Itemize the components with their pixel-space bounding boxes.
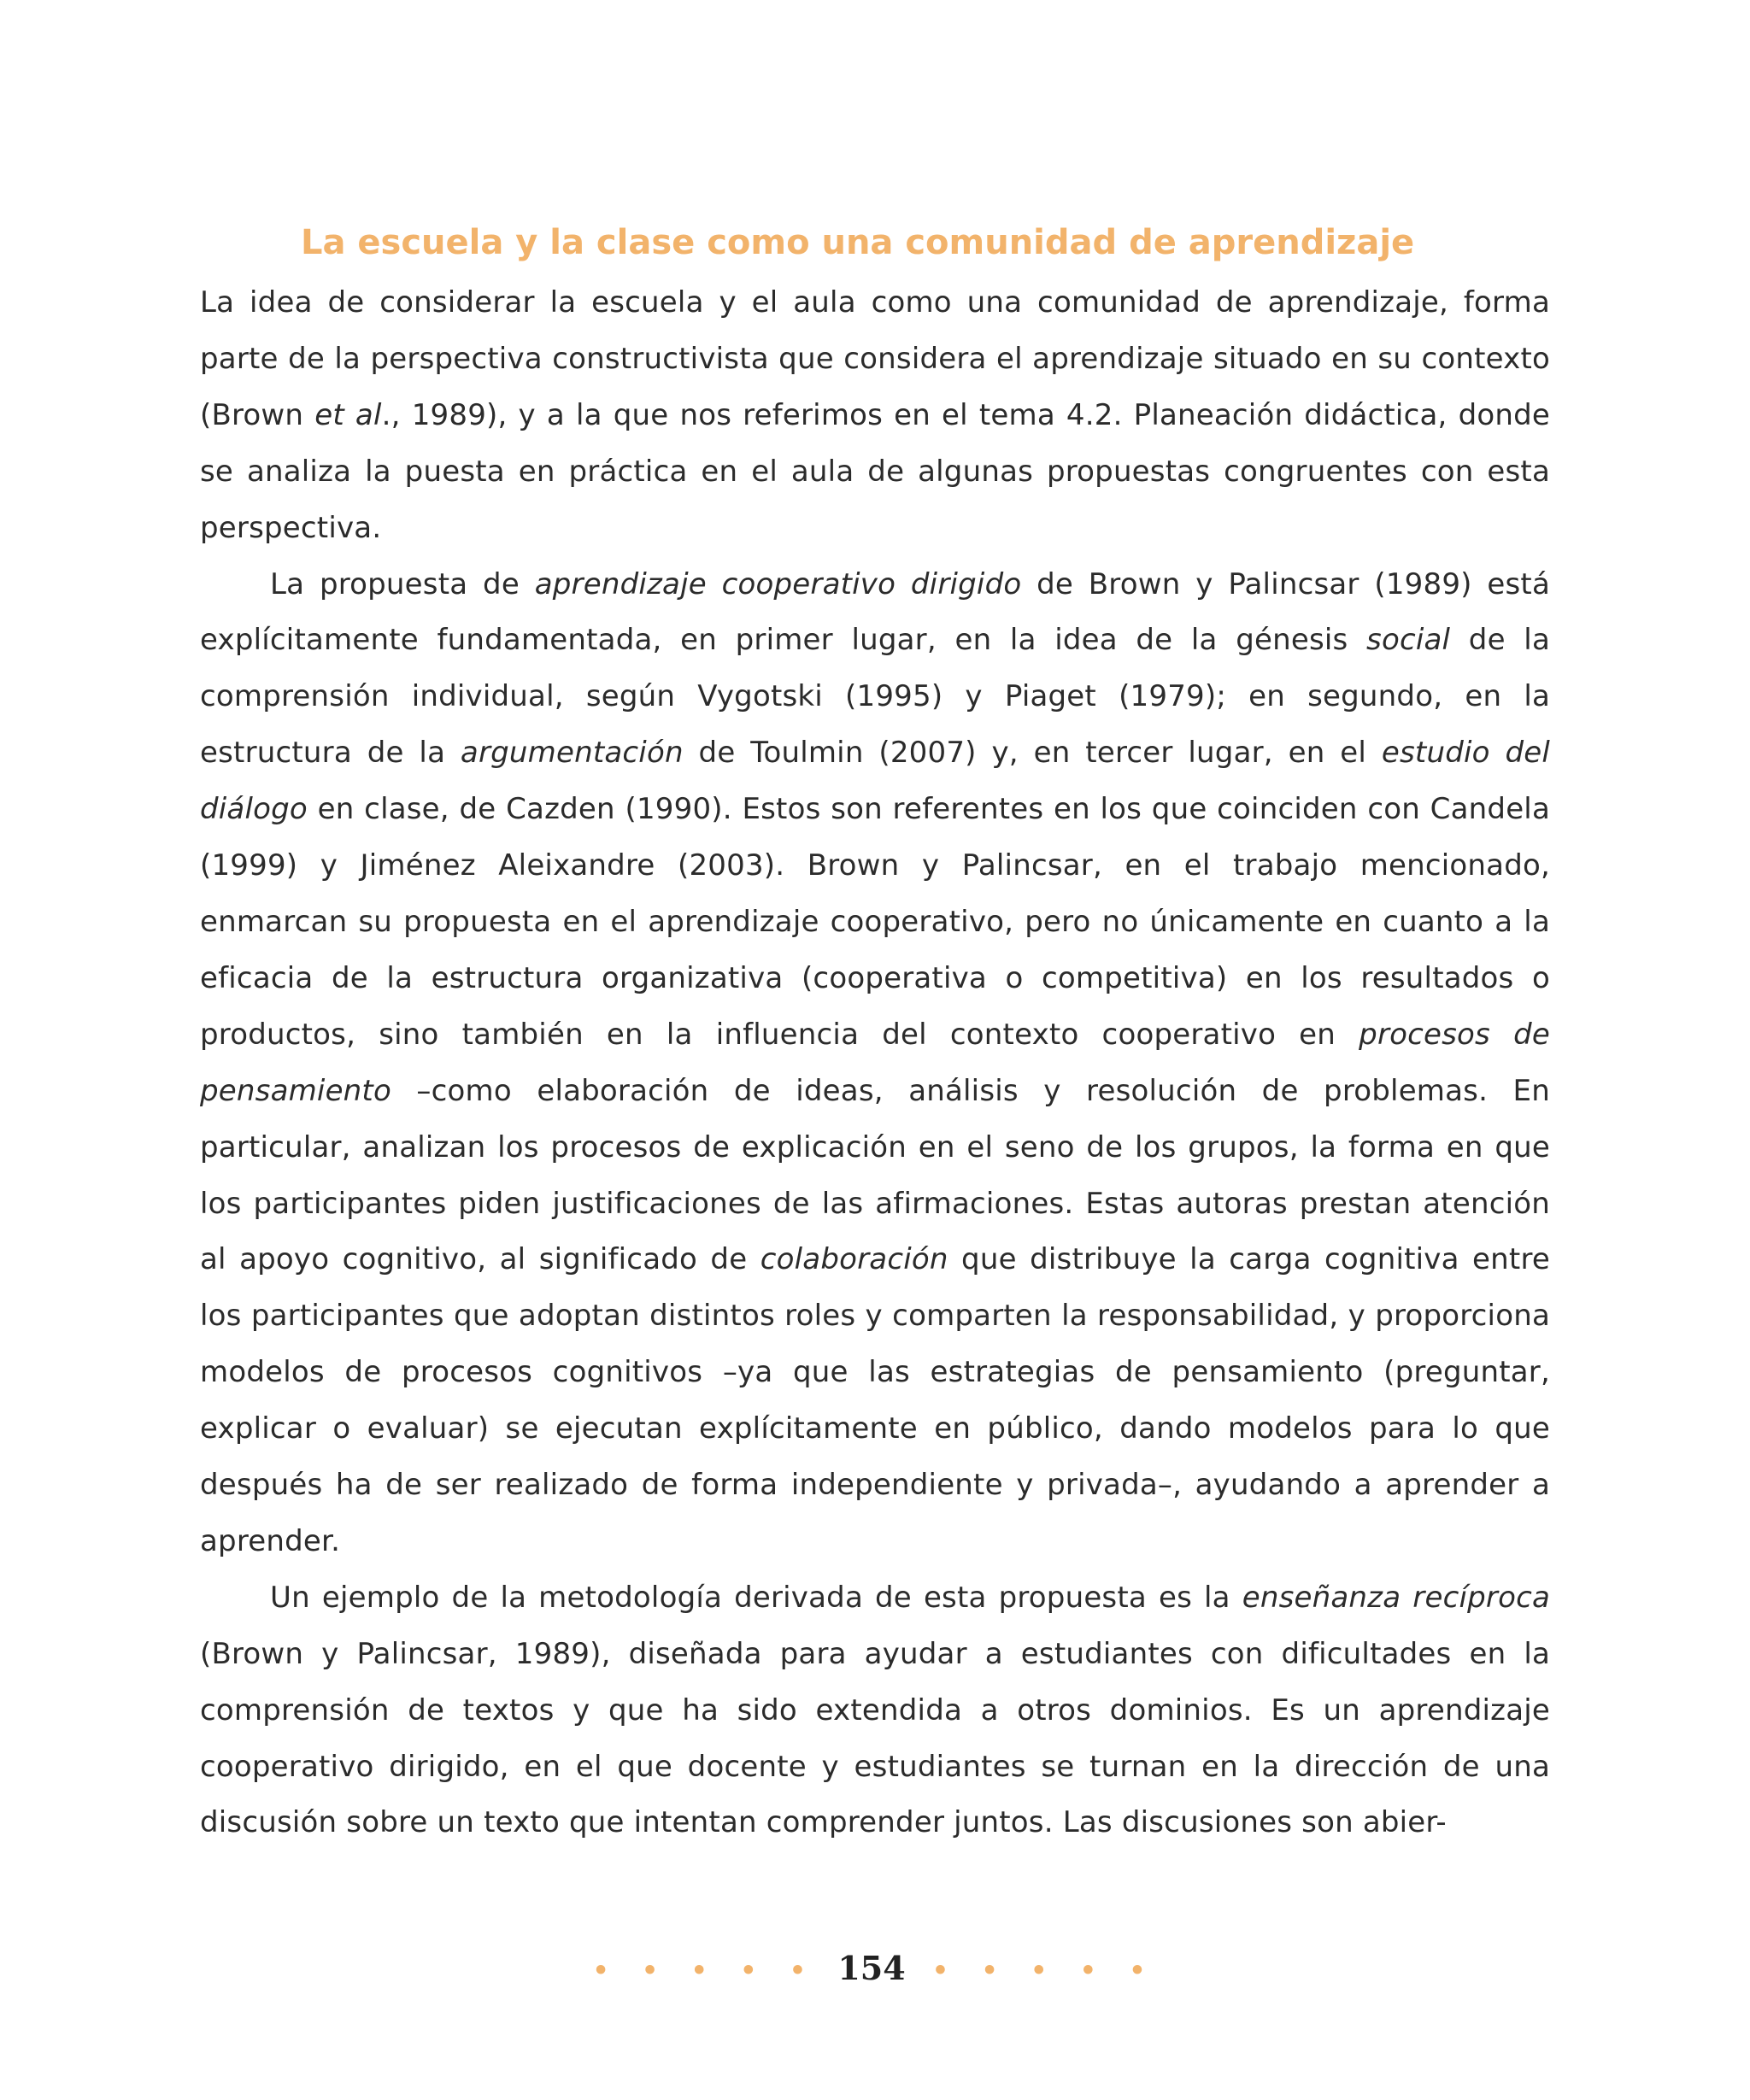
italic-run: argumentación (460, 736, 684, 771)
body-text (200, 275, 1550, 1851)
italic-run: colaboración (760, 1242, 948, 1277)
footer-dots-left: • • • • • (592, 1956, 819, 1986)
italic-run: social (1366, 623, 1451, 658)
paragraph-1: La idea de considerar la escuela y el aula como una comunidad de aprendizaje, forma parte de la perspectiva constructivista que considera el aprendizaje situado en su contexto (Brown et al., 1989), y a la que nos referimos en el tema 4.2. Planeación didáctica, donde se analiza la puesta en práctica en el aula de algunas propuestas congruentes con esta perspectiva. (200, 285, 1550, 545)
paragraph-2: La propuesta de aprendizaje cooperativo dirigido de Brown y Palincsar (1989) está explícitamente fundamentada, en primer lugar, en la idea de la génesis social de la comprensión individual, según Vygotski (1995) y Piaget (1979); en segundo, en la estructura de la argumentación de Toulmin (2007) y, en tercer lugar, en el estudio del diálogo en clase, de Cazden (1990). Estos son referentes en los que coinciden con Candela (1999) y Jiménez Aleixandre (2003). Brown y Palincsar, en el trabajo mencionado, enmarcan su propuesta en el aprendizaje cooperativo, pero no únicamente en cuanto a la eficacia de la estructura organizativa (cooperativa o competitiva) en los resultados o productos, sino también en la influencia del contexto cooperativo en procesos de pensamiento –como elaboración de ideas, análisis y resolución de problemas. En particular, analizan los procesos de explicación en el seno de los grupos, la forma en que los participantes piden justificaciones de las afirmaciones. Estas autoras prestan atención al apoyo cognitivo, al significado de colaboración que distribuye la carga cognitiva entre los participantes que adoptan distintos roles y comparten la responsabilidad, y proporciona modelos de procesos cognitivos –ya que las estrategias de pensamiento (preguntar, explicar o evaluar) se ejecutan explícitamente en público, dando modelos para lo que después ha de ser realizado de forma independiente y privada–, ayudando a aprender a aprender. (200, 566, 1550, 1558)
page-number: 154 (837, 1949, 906, 1987)
italic-run: enseñanza recíproca (1242, 1580, 1551, 1615)
italic-run: procesos de pensamiento (200, 1017, 1550, 1108)
italic-run: aprendizaje cooperativo dirigido (534, 566, 1022, 601)
section-heading: La escuela y la clase como una comunidad de aprendizaje (301, 223, 1415, 262)
footer-dots-right: • • • • • (931, 1956, 1158, 1986)
italic-run: et al (314, 397, 382, 432)
page-footer (0, 1945, 1750, 1996)
italic-run: estudio del diálogo (200, 736, 1550, 827)
paragraph-3: Un ejemplo de la metodología derivada de esta propuesta es la enseñanza recíproca (Brown y Palincsar, 1989), diseñada para ayudar a estudiantes con dificultades en la comprensión de textos y que ha sido extendida a otros dominios. Es un aprendizaje cooperativo dirigido, en el que docente y estudiantes se turnan en la dirección de una discusión sobre un texto que intentan comprender juntos. Las discusiones son abier- (200, 1580, 1551, 1840)
